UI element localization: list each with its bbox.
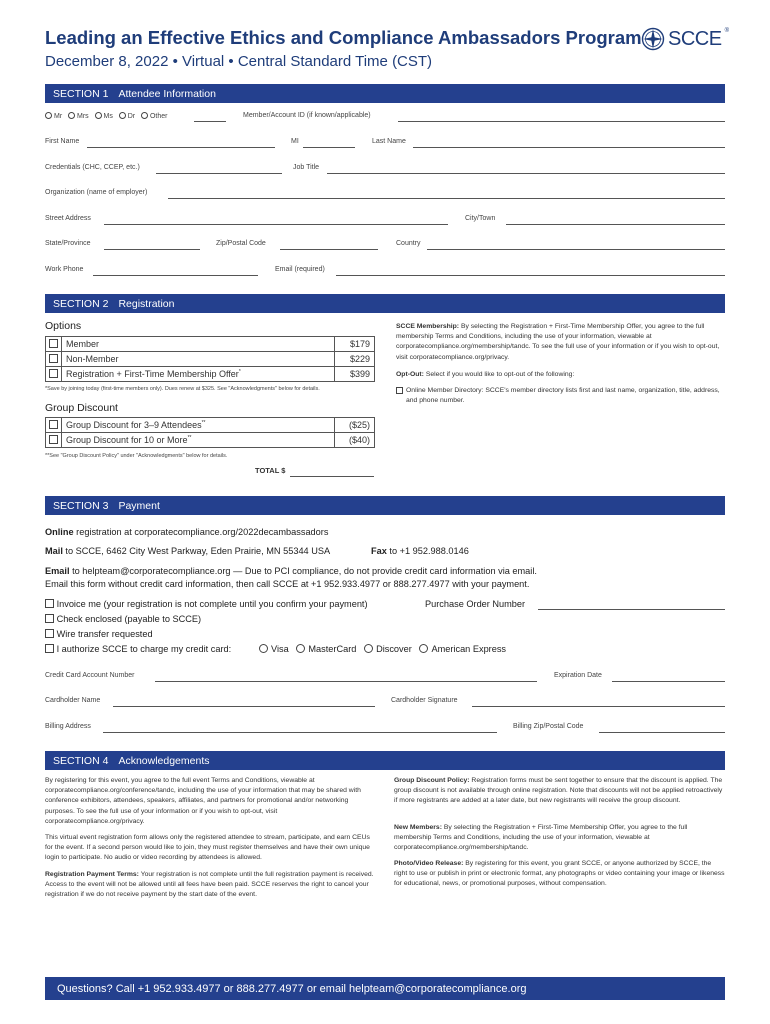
section2-number: SECTION 2 (53, 297, 109, 310)
country-field[interactable] (427, 249, 725, 250)
card-type-group (259, 644, 506, 654)
group-label: Group Discount for 3–9 Attendees (66, 420, 202, 430)
option-label: Member (62, 337, 335, 352)
ack-group-policy: Group Discount Policy: Registration forms must be sent together to ensure that the discount is applied. The group discount is not available through online registration. Note that discounts will not be applied retroactively if more registrants are added at a later date, but new registrants will receive the group discount. (394, 777, 723, 805)
directory-optout[interactable] (396, 386, 725, 406)
group-price: ($25) (335, 418, 375, 433)
expiration-label: Expiration Date (554, 672, 602, 679)
authorize-checkbox[interactable] (45, 644, 54, 653)
scce-logo (641, 26, 733, 52)
work-phone-field[interactable] (93, 275, 258, 276)
cc-number-label: Credit Card Account Number (45, 672, 135, 679)
billing-address-field[interactable] (103, 732, 497, 733)
street-field[interactable] (104, 224, 448, 225)
group-3-9-checkbox[interactable] (49, 420, 58, 429)
ack-virtual-paragraph: This virtual event registration form allows only the registered attendee to stream, participate, and earn CEUs for the event. If a second person would like to join, they must register themselves and have their own unique login to participate. No audio or video recording by attendees is allowed. (45, 834, 370, 862)
state-field[interactable] (104, 249, 200, 250)
section1-number: SECTION 1 (53, 87, 109, 100)
mi-field[interactable] (303, 147, 355, 148)
optout-paragraph: Opt-Out: Select if you would like to opt-out of the following: (396, 371, 575, 378)
directory-optout-text: Online Member Directory: SCCE's member directory lists first and last name, organization, title, address, and phone number. (406, 387, 720, 405)
total-field[interactable] (290, 476, 374, 477)
option-price: $179 (335, 337, 375, 352)
directory-optout-checkbox[interactable] (396, 387, 403, 394)
ack-payment-terms: Registration Payment Terms: Your registration is not complete until the full registration payment is received. Access to the event will not be allowed until all fees have been paid. SCCE reserves the right to cancel your registration if we do not receive payment by the start date of the event. (45, 871, 374, 899)
compass-icon (641, 27, 665, 51)
membership-paragraph: SCCE Membership: By selecting the Registration + First-Time Membership Offer, you agree to the full membership Terms and Conditions, including the use of your information, viewable at corporatecompliance.org/membership/tandc. To see the full use of your information or if you wish to opt-out, visit corporatecompliance.org/privacy. (396, 323, 720, 361)
check-option[interactable]: Check enclosed (payable to SCCE) (45, 614, 201, 624)
group-row-10-plus[interactable] (46, 433, 375, 448)
city-label: City/Town (465, 215, 496, 222)
credentials-label: Credentials (CHC, CCEP, etc.) (45, 164, 140, 171)
email-info: Email to helpteam@corporatecompliance.org — Due to PCI compliance, do not provide credit card information via email. (45, 566, 537, 576)
first-name-label: First Name (45, 138, 80, 145)
last-name-label: Last Name (372, 138, 406, 145)
ack-photo-release: Photo/Video Release: By registering for this event, you grant SCCE, or anyone authorized by SCCE, the right to use or publish in print or electronic format, any photographs or video containing your image or likeness for educational, news, or promotional purposes, without compensation. (394, 860, 725, 888)
event-subtitle: December 8, 2022 • Virtual • Central Standard Time (CST) (45, 53, 433, 70)
option-label: Non-Member (62, 352, 335, 367)
section2-title: Registration (118, 297, 175, 310)
city-field[interactable] (506, 224, 725, 225)
authorize-option[interactable]: I authorize SCCE to charge my credit card: (45, 644, 231, 654)
section1-title: Attendee Information (118, 87, 216, 100)
cardholder-name-field[interactable] (113, 706, 375, 707)
expiration-field[interactable] (612, 681, 725, 682)
state-label: State/Province (45, 240, 91, 247)
registered-mark: ® (724, 28, 729, 34)
first-name-field[interactable] (87, 147, 275, 148)
salutation-group (45, 112, 167, 120)
options-note: *Save by joining today (first-time members only). Dues renew at $325. See "Acknowledgments" below for details. (45, 386, 320, 392)
section4-header (45, 751, 725, 770)
logo-text: SCCE (668, 27, 722, 50)
member-id-field[interactable] (398, 121, 725, 122)
nonmember-checkbox[interactable] (49, 354, 58, 363)
member-checkbox[interactable] (49, 339, 58, 348)
email-field[interactable] (336, 275, 725, 276)
footer-text: Questions? Call +1 952.933.4977 or 888.277.4977 or email helpteam@corporatecompliance.org (57, 982, 527, 995)
section3-number: SECTION 3 (53, 499, 109, 512)
wire-checkbox[interactable] (45, 629, 54, 638)
card-discover[interactable]: Discover (364, 644, 412, 654)
wire-option[interactable]: Wire transfer requested (45, 629, 153, 639)
section4-title: Acknowledgements (118, 754, 210, 767)
group-row-3-9[interactable] (46, 418, 375, 433)
po-label: Purchase Order Number (425, 599, 526, 609)
invoice-checkbox[interactable] (45, 599, 54, 608)
card-amex[interactable]: American Express (419, 644, 506, 654)
option-row-nonmember[interactable] (46, 352, 375, 367)
cardholder-signature-label: Cardholder Signature (391, 697, 458, 704)
page-title: Leading an Effective Ethics and Compliance Ambassadors Program (45, 27, 642, 48)
job-title-label: Job Title (293, 164, 320, 171)
mail-info: Mail to SCCE, 6462 City West Parkway, Eden Prairie, MN 55344 USA (45, 546, 331, 556)
card-mastercard[interactable]: MasterCard (296, 644, 356, 654)
option-price: $229 (335, 352, 375, 367)
last-name-field[interactable] (413, 147, 725, 148)
email-label: Email (required) (275, 266, 325, 273)
billing-zip-field[interactable] (599, 732, 725, 733)
zip-label: Zip/Postal Code (216, 240, 266, 247)
country-label: Country (396, 240, 421, 247)
salutation-mr[interactable]: Mr (45, 113, 62, 120)
card-visa[interactable]: Visa (259, 644, 289, 654)
group-discount-table (45, 417, 375, 448)
billing-zip-label: Billing Zip/Postal Code (513, 723, 584, 730)
group-footnote-mark: ** (187, 435, 192, 441)
options-table (45, 336, 375, 382)
organization-field[interactable] (168, 198, 725, 199)
salutation-other[interactable]: Other (141, 113, 168, 120)
option-row-member[interactable] (46, 337, 375, 352)
group-label: Group Discount for 10 or More (66, 435, 188, 445)
online-registration: Online registration at corporatecompliance.org/2022decambassadors (45, 527, 329, 537)
option-footnote-mark: * (238, 369, 241, 375)
email-info-2: Email this form without credit card information, then call SCCE at +1 952.933.4977 or 888.277.4977 with your payment. (45, 579, 530, 589)
cardholder-name-label: Cardholder Name (45, 697, 101, 704)
cardholder-signature-field[interactable] (472, 706, 725, 707)
check-checkbox[interactable] (45, 614, 54, 623)
ack-new-members: New Members: By selecting the Registration + First-Time Membership Offer, you agree to the full membership Terms and Conditions, including the use of your information, viewable at corporatecompliance.org/membership/tandc. (394, 824, 688, 852)
group-note: **See "Group Discount Policy" under "Acknowledgments" below for details. (45, 453, 228, 459)
salutation-ms[interactable]: Ms (95, 113, 113, 120)
invoice-option[interactable]: Invoice me (your registration is not complete until you confirm your payment) (45, 599, 368, 609)
section1-header (45, 84, 725, 103)
group-discount-heading: Group Discount (45, 402, 118, 414)
job-title-field[interactable] (327, 173, 725, 174)
options-heading: Options (45, 320, 82, 332)
salutation-dr[interactable]: Dr (119, 113, 135, 120)
zip-field[interactable] (280, 249, 378, 250)
fax-info: Fax to +1 952.988.0146 (371, 546, 469, 556)
other-field[interactable] (194, 121, 226, 122)
option-row-membership-offer[interactable] (46, 367, 375, 382)
member-id-label: Member/Account ID (if known/applicable) (243, 112, 371, 119)
work-phone-label: Work Phone (45, 266, 84, 273)
total-label: TOTAL $ (255, 466, 286, 475)
questions-footer (45, 977, 725, 1000)
section3-header (45, 496, 725, 515)
billing-address-label: Billing Address (45, 723, 91, 730)
section3-title: Payment (118, 499, 160, 512)
option-label: Registration + First-Time Membership Offer (66, 369, 239, 379)
group-footnote-mark: ** (201, 420, 206, 426)
group-price: ($40) (335, 433, 375, 448)
credentials-field[interactable] (156, 173, 282, 174)
organization-label: Organization (name of employer) (45, 189, 148, 196)
cc-number-field[interactable] (155, 681, 537, 682)
section4-number: SECTION 4 (53, 754, 109, 767)
ack-terms-paragraph: By registering for this event, you agree to the full event Terms and Conditions, viewable at corporatecompliance.org/conference/tandc, including the use of your information that may be shared with conference exhibitors, attendees, speakers, affiliates, and partners for promotional and/or networking purposes. To see the full use of your information or if you wish to opt-out, visit corporatecompliance.org/privacy. (45, 777, 361, 825)
option-price: $399 (335, 367, 375, 382)
salutation-mrs[interactable]: Mrs (68, 113, 89, 120)
membership-offer-checkbox[interactable] (49, 369, 58, 378)
street-label: Street Address (45, 215, 91, 222)
mi-label: MI (291, 138, 299, 145)
group-10-plus-checkbox[interactable] (49, 435, 58, 444)
section2-header (45, 294, 725, 313)
po-field[interactable] (538, 609, 725, 610)
